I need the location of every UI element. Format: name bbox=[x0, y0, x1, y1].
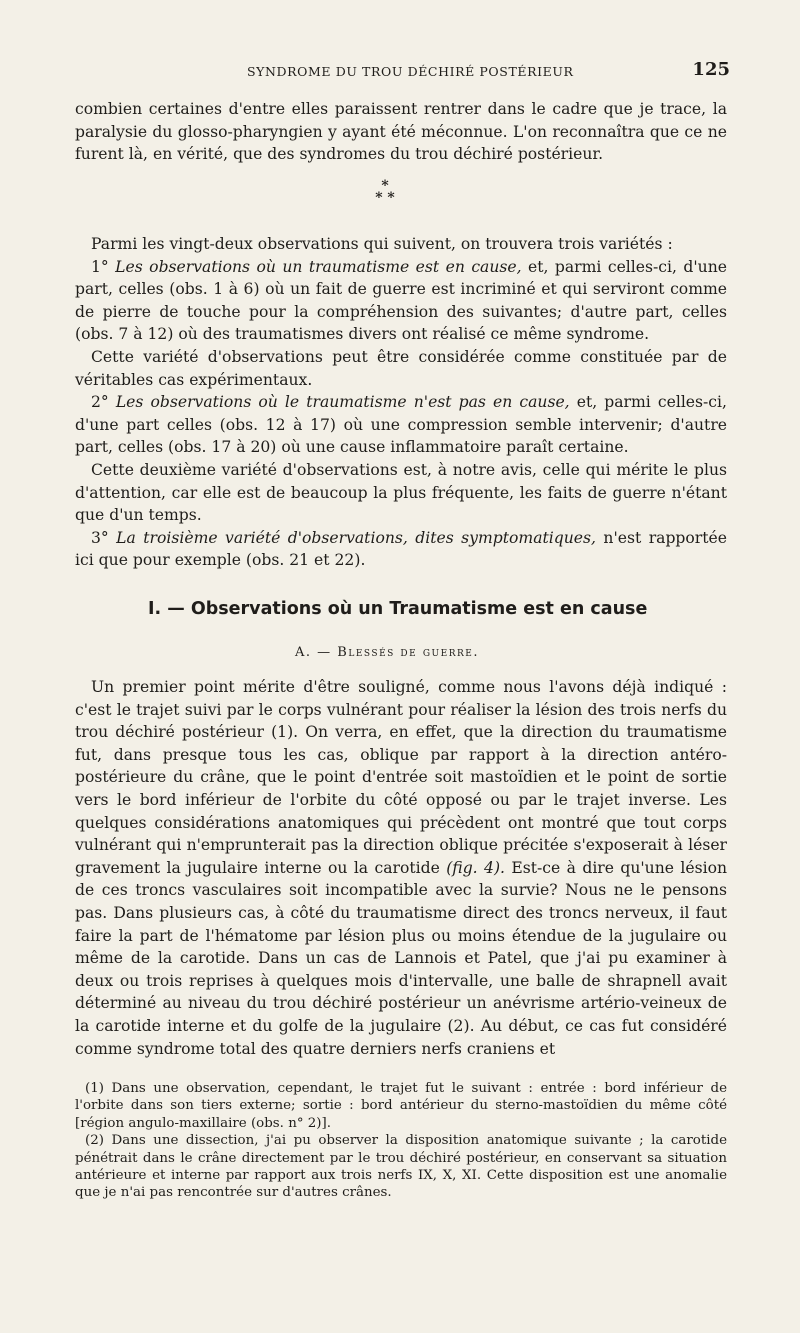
main-paragraph-part-1: Un premier point mérite d'être souligné, comme nous l'avons déjà indiqué : c'est le trajet suivi par le corps vulnérant pour réaliser la lésion des trois nerfs du trou déchiré postérieur (1). On verra, en effet, que la direction du traumatisme fut, dans presque tous les cas, oblique par rapport à la direction antéro-postérieure du crâne, que le point d'entrée soit mastoïdien et le point de sortie vers le bord inférieur de l'orbite du côté opposé ou par le trajet inverse. Les quelques considérations anatomiques qui précèdent ont montré que tout corps vulnérant qui n'emprunterait pas la direction oblique précitée s'exposerait à léser gravement la jugulaire interne ou la carotide bbox=[75, 678, 727, 877]
variety-2 bbox=[75, 391, 727, 459]
footnotes bbox=[75, 1080, 727, 1202]
variety-3-number: 3° bbox=[91, 528, 109, 547]
variety-1-number: 1° bbox=[91, 257, 109, 276]
subheading-text: Blessés de guerre. bbox=[337, 645, 479, 660]
intro-paragraph: combien certaines d'entre elles paraissent rentrer dans le cadre que je trace, la paralysie du glosso-pharyngien y ayant été méconnue. L'on reconnaîtra que ce ne furent là, en vérité, que des syndromes du trou déchiré postérieur. bbox=[75, 100, 727, 164]
variety-3-title: La troisième variété d'observations, dites symptomatiques, bbox=[116, 528, 596, 547]
asterism-star-bottom: * * bbox=[375, 190, 395, 206]
variety-1-text: et, parmi celles-ci, d'une part, celles (obs. 1 à 6) où un fait de guerre est incriminé et qui serviront comme de pierre de touche pour la compréhension des suivantes; d'autre part, celles (obs. 7 à 12) où des traumatismes divers ont réalisé ce même syndrome. bbox=[75, 257, 727, 344]
intro-block bbox=[75, 98, 727, 166]
footnote-1: (1) Dans une observation, cependant, le trajet fut le suivant : entrée : bord inférieur de l'orbite dans son tiers externe; sortie : bord antérieur du sterno-mastoïdien du même côté [région angulo-maxillaire (obs. n° 2)]. bbox=[75, 1081, 727, 1131]
running-title: SYNDROME DU TROU DÉCHIRÉ POSTÉRIEUR bbox=[247, 64, 574, 79]
varieties-intro: Parmi les vingt-deux observations qui suivent, on trouvera trois variétés : bbox=[91, 235, 673, 253]
figure-reference: (fig. 4). bbox=[446, 858, 505, 877]
variety-1-title: Les observations où un traumatisme est en cause, bbox=[115, 257, 522, 276]
page-number: 125 bbox=[692, 59, 730, 80]
variety-3-text: n'est rapportée ici que pour exemple (obs. 21 et 22). bbox=[75, 528, 727, 570]
variety-2-comment: Cette deuxième variété d'observations est, à notre avis, celle qui mérite le plus d'attention, car elle est de beaucoup la plus fréquente, les faits de guerre n'étant que d'un temps. bbox=[75, 460, 727, 525]
asterism-separator bbox=[370, 180, 400, 214]
variety-1-comment: Cette variété d'observations peut être considérée comme constituée par de véritables cas expérimentaux. bbox=[75, 347, 727, 389]
variety-2-title: Les observations où le traumatisme n'est pas en cause, bbox=[115, 393, 570, 412]
variety-2-text: et, parmi celles-ci, d'une part celles (obs. 12 à 17) où une compression semble intervenir; d'autre part, celles (obs. 17 à 20) où une cause inflammatoire paraît certaine. bbox=[75, 393, 727, 457]
section-heading: I. — Observations où un Traumatisme est en cause bbox=[148, 599, 648, 619]
subheading bbox=[295, 645, 479, 660]
variety-1 bbox=[75, 256, 727, 346]
subheading-letter: A. — bbox=[295, 645, 332, 660]
main-paragraph-part-2: Est-ce à dire qu'une lésion de ces troncs vasculaires soit incompatible avec la survie? Nous ne le pensons pas. Dans plusieurs cas, à côté du traumatisme direct des troncs nerveux, il faut faire la part de l'hématome par lésion plus ou moins étendue de la jugulaire ou même de la carotide. Dans un cas de Lannois et Patel, que j'ai pu examiner à deux ou trois reprises à quelques mois d'intervalle, une balle de shrapnell avait déterminé au niveau du trou déchiré postérieur un anévrisme artério-veineux de la carotide interne et du golfe de la jugulaire (2). Au début, ce cas fut considéré comme syndrome total des quatre derniers nerfs craniens et bbox=[75, 858, 728, 1058]
footnote-2: (2) Dans une dissection, j'ai pu observer la disposition anatomique suivante ; la carotide pénétrait dans le crâne directement par le trou déchiré postérieur, en conservant sa situation antérieure et interne par rapport aux trois nerfs IX, X, XI. Cette disposition est une anomalie que je n'ai pas rencontrée sur d'autres crânes. bbox=[75, 1133, 727, 1201]
variety-3 bbox=[75, 527, 727, 572]
varieties-block bbox=[75, 233, 727, 572]
asterism-star-top: * bbox=[381, 178, 389, 194]
running-head bbox=[75, 59, 730, 84]
main-paragraph bbox=[75, 676, 727, 1060]
main-block bbox=[75, 676, 727, 1060]
variety-2-number: 2° bbox=[91, 393, 109, 412]
